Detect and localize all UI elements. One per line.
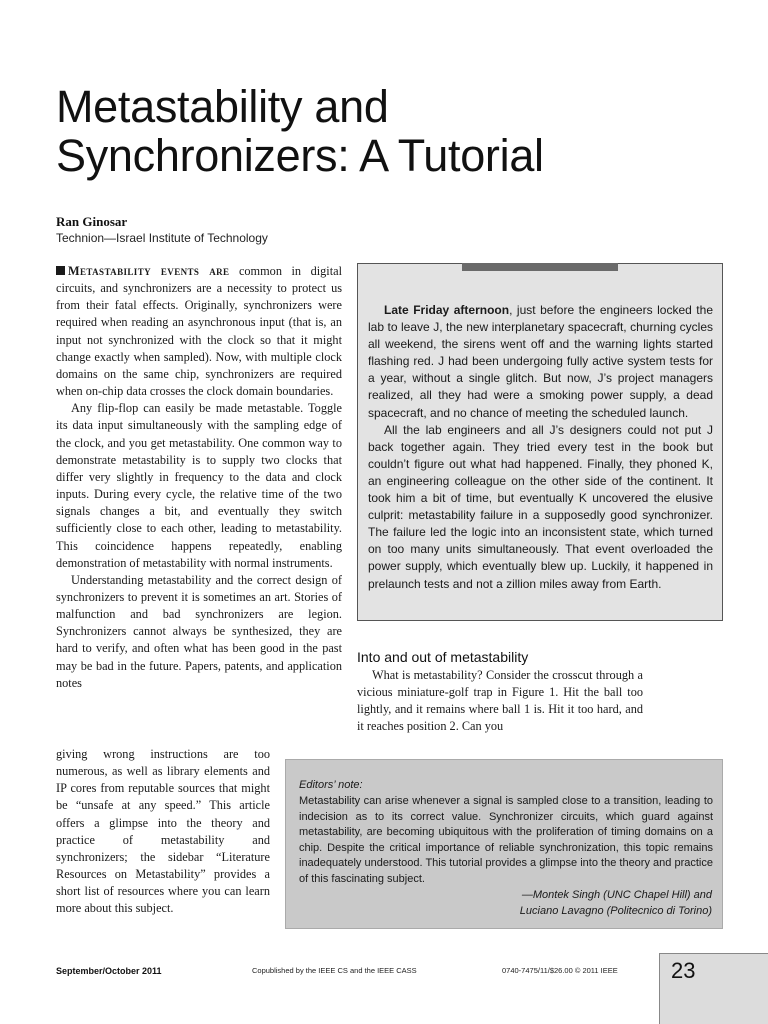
section-marker-icon bbox=[56, 266, 65, 275]
lead-in: Metastability events are bbox=[68, 264, 230, 278]
editors-note-signature-2: Luciano Lavagno (Politecnico di Torino) bbox=[519, 905, 712, 917]
body-column-right bbox=[357, 667, 643, 736]
sidebar-paragraph-2: All the lab engineers and all J’s designers could not put J back together again. They tried every test in the book but couldn’t figure out what had happened. Finally, they phoned K, an engineering colleague on the other side of the continent. It took him a bit of time, but eventually K uncovered the elusive culprit: metastability failure in a supposedly good synchronizer. The failure led the logic into an inconsistent state, which turned on too many units simultaneously. That event overloaded the power supply, which eventually blew up. Luckily, it happened in prelaunch tests and not a zillion miles away from Earth. bbox=[368, 422, 713, 591]
footer-publisher: Copublished by the IEEE CS and the IEEE CASS bbox=[252, 966, 417, 975]
body-paragraph-3-continued: giving wrong instructions are too numerous, as well as library elements and IP cores from reputable sources that might be “unsafe at any speed.” This article offers a glimpse into the theory and practice of metastability and synchronizers; the sidebar “Literature Resources on Metastability” provides a short list of resources where you can learn more about this subject. bbox=[56, 747, 270, 916]
sidebar-paragraph-1 bbox=[368, 302, 713, 422]
section-heading: Into and out of metastability bbox=[357, 649, 529, 665]
title-line-1: Metastability and bbox=[56, 81, 389, 132]
body-paragraph-1-text: common in digital circuits, and synchronizers are a necessity to protect us from their fatal effects. Originally, synchronizers were required when reading an asynchronous input (that is, an input not synchronized with the clock so that it might change exactly when sampled). Now, with multiple clock domains on the same chip, synchronizers are required when on-chip data crosses the clock domain boundaries. bbox=[56, 264, 342, 399]
body-column-left-narrow bbox=[56, 746, 270, 918]
editors-note-body: Metastability can arise whenever a signal is sampled close to a transition, leading to indecision as to its correct value. Synchronizer circuits, which guard against metastability, are becoming ubiquitous with the proliferation of timing domains on a chip. Despite the critical importance of reliable synchronization, this topic remains inadequately understood. This tutorial provides a glimpse into the theory and practice of this fascinating subject. bbox=[299, 795, 713, 885]
editors-note-box bbox=[285, 759, 723, 929]
footer-date: September/October 2011 bbox=[56, 966, 162, 976]
footer-copyright: 0740-7475/11/$26.00 © 2011 IEEE bbox=[502, 966, 618, 975]
editors-note-heading: Editors’ note: bbox=[299, 779, 363, 791]
sidebar-lead: Late Friday afternoon bbox=[384, 303, 510, 317]
body-paragraph-3: Understanding metastability and the correct design of synchronizers to prevent it is sometimes an art. Stories of malfunction and bad synchronizers are legion. Synchronizers cannot always be synthesized, they are hard to verify, and often what has been good in the past may be bad in the future. Papers, patents, and application notes bbox=[56, 572, 342, 690]
section-paragraph-1: What is metastability? Consider the crosscut through a vicious miniature-golf trap in Figure 1. Hit the ball too lightly, and it remains where ball 1 is. Hit it too hard, and it reaches position 2. Can you bbox=[357, 668, 643, 734]
article-title bbox=[56, 82, 696, 180]
page-number-box bbox=[659, 953, 768, 1024]
body-paragraph-2: Any flip-flop can easily be made metastable. Toggle its data input simultaneously with the sampling edge of the clock, and you get metastability. One common way to demonstrate metastability is to supply two clocks that differ very slightly in frequency to the data and clock inputs. During every cycle, the relative time of the two signals changes a bit, and eventually they switch sufficiently close to each other, leading to metastability. This coincidence happens repeatedly, enabling demonstration of metastability with normal instruments. bbox=[56, 401, 342, 570]
sidebar-text bbox=[368, 302, 713, 593]
body-column-left bbox=[56, 263, 342, 692]
page-number: 23 bbox=[671, 958, 696, 983]
sidebar-top-bar bbox=[462, 263, 618, 271]
sidebar-box bbox=[357, 263, 723, 621]
editors-note-signature-1: —Montek Singh (UNC Chapel Hill) and bbox=[521, 889, 712, 901]
author-name: Ran Ginosar bbox=[56, 214, 128, 229]
sidebar-paragraph-1-text: , just before the engineers locked the lab to leave J, the new interplanetary spacecraft, churning cycles all weekend, the sirens went off and the warning lights started flashing red. J had been undergoing fully active system tests for a year, without a single glitch. But now, J’s project managers realized, all they had were a smoking power supply, a dead spacecraft, and no chance of meeting the scheduled launch. bbox=[368, 303, 713, 420]
author-affiliation: Technion—Israel Institute of Technology bbox=[56, 231, 268, 245]
title-line-2: Synchronizers: A Tutorial bbox=[56, 130, 544, 181]
body-paragraph-1 bbox=[56, 263, 342, 400]
